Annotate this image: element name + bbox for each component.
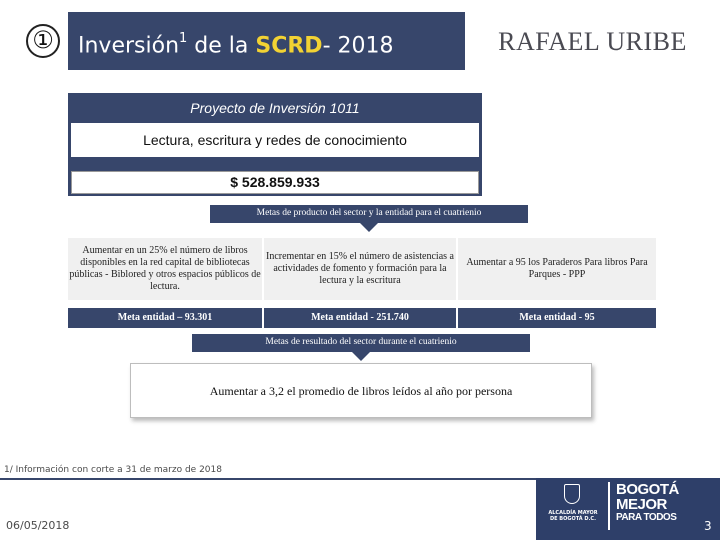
goal-target: Meta entidad – 93.301 [68, 308, 262, 328]
title-middle: de la [187, 33, 256, 59]
title-prefix: Inversión [78, 33, 180, 59]
goal-cell [68, 238, 262, 300]
project-name: Proyecto de Inversión 1011 [190, 100, 360, 116]
bogota-mejor-logo [616, 482, 708, 532]
goals-table [68, 238, 656, 330]
bogota-line: MEJOR [616, 496, 667, 513]
bogota-line: PARA TODOS [616, 512, 677, 523]
title-suffix: - 2018 [322, 33, 394, 59]
goal-text: Aumentar a 95 los Paraderos Para libros Para Parques - PPP [466, 257, 648, 280]
title-accent: SCRD [255, 33, 323, 59]
footnote: 1/ Información con corte a 31 de marzo de 2018 [4, 465, 222, 475]
shield-icon [564, 484, 580, 504]
page-number: 3 [704, 519, 712, 533]
goal-cell [264, 238, 456, 300]
goal-text: Incrementar en 15% el número de asistencias a actividades de fomento y formación para la lectura y la escritura [266, 251, 454, 286]
page-title [68, 12, 465, 70]
result-goals-banner: Metas de resultado del sector durante el cuatrienio [192, 334, 530, 352]
footer-date: 06/05/2018 [6, 519, 70, 532]
result-goal: Aumentar a 3,2 el promedio de libros leídos al año por persona [130, 363, 592, 418]
bogota-line: BOGOTÁ [616, 481, 679, 498]
logo-panel [536, 478, 720, 540]
project-description: Lectura, escritura y redes de conocimiento [71, 123, 479, 157]
goal-cell [458, 238, 656, 300]
alcaldia-logo [548, 482, 598, 530]
goal-text: Aumentar en un 25% el número de libros disponibles en la red capital de bibliotecas públicas - Biblored y otros espacios públicos de lectura. [69, 245, 261, 292]
goal-target: Meta entidad - 95 [458, 308, 656, 328]
project-amount: $ 528.859.933 [71, 171, 479, 194]
product-goals-banner: Metas de producto del sector y la entidad para el cuatrienio [210, 205, 528, 223]
locality-name: RAFAEL URIBE [498, 27, 687, 56]
step-number-badge: ① [26, 24, 60, 58]
logo-divider [608, 482, 610, 530]
goal-target: Meta entidad - 251.740 [264, 308, 456, 328]
alcaldia-text: ALCALDÍA MAYOR DE BOGOTÁ D.C. [548, 510, 598, 522]
title-footnote-marker: 1 [179, 31, 188, 46]
